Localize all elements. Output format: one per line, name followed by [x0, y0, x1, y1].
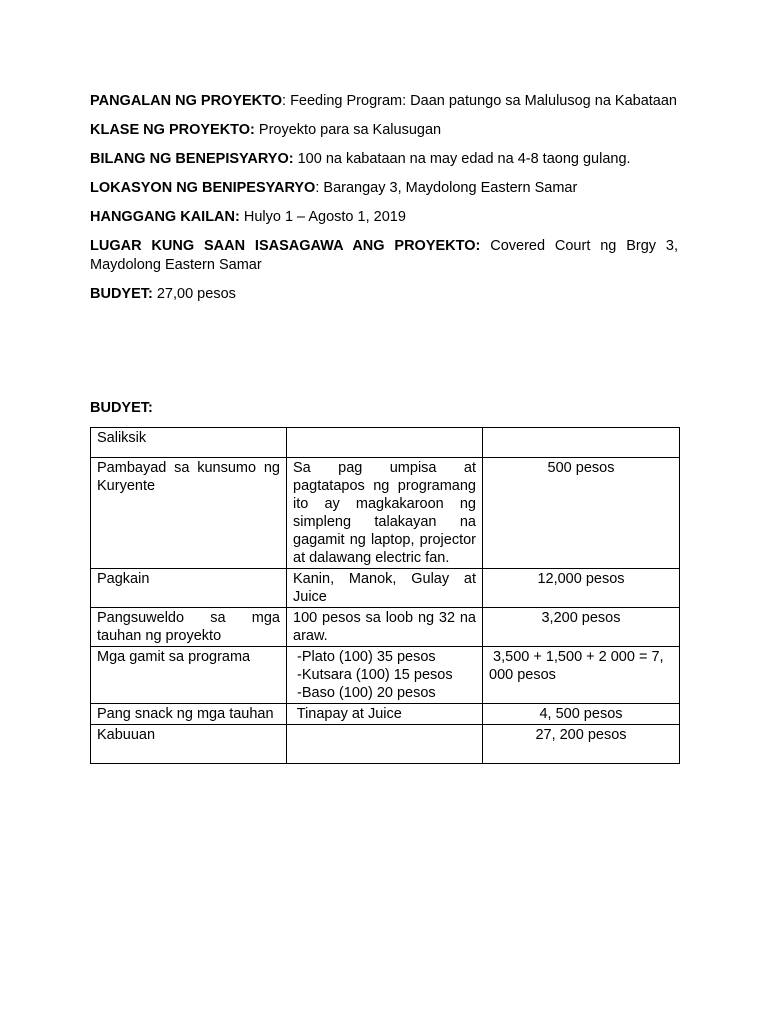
budget-label: BUDYET:: [90, 286, 153, 302]
budget-item-cell: Kabuuan: [91, 725, 287, 764]
budget-description-cell: Sa pag umpisa at pagtatapos ng programang ito ay magkakaroon ng simpleng talakayan na gagamit ng laptop, projector at dalawang electric fan.: [287, 458, 483, 569]
location-field: [90, 179, 678, 198]
project-name-value: : Feeding Program: Daan patungo sa Malulusog na Kabataan: [282, 93, 677, 109]
beneficiaries-field: [90, 150, 678, 169]
location-label: LOKASYON NG BENIPESYARYO: [90, 180, 316, 196]
budget-cost-cell: [483, 428, 680, 458]
supply-line: -Kutsara (100) 15 pesos: [293, 667, 453, 683]
table-row: [91, 647, 680, 704]
budget-description-cell: Kanin, Manok, Gulay at Juice: [287, 569, 483, 608]
budget-value: 27,00 pesos: [152, 286, 236, 302]
budget-item-cell: Pangsuweldo sa mga tauhan ng proyekto: [91, 608, 287, 647]
budget-description-cell: [287, 428, 483, 458]
table-row: [91, 569, 680, 608]
budget-cost-cell: 12,000 pesos: [483, 569, 680, 608]
project-type-value: Proyekto para sa Kalusugan: [254, 122, 442, 138]
budget-cost-cell: 4, 500 pesos: [483, 704, 680, 725]
budget-cost-cell: 3,200 pesos: [483, 608, 680, 647]
duration-label: HANGGANG KAILAN:: [90, 209, 240, 225]
table-row: [91, 458, 680, 569]
venue-value: Covered Court ng Brgy 3, Maydolong Eastern Samar: [90, 238, 678, 273]
table-row: [91, 428, 680, 458]
table-row: [91, 608, 680, 647]
budget-cost-cell: 27, 200 pesos: [483, 725, 680, 764]
project-name-field: [90, 92, 678, 111]
budget-item-cell: Pagkain: [91, 569, 287, 608]
budget-description-cell: [287, 647, 483, 704]
project-details: [90, 92, 678, 314]
budget-item-cell: Mga gamit sa programa: [91, 647, 287, 704]
budget-description-cell: [287, 725, 483, 764]
beneficiaries-label: BILANG NG BENEPISYARYO:: [90, 151, 294, 167]
table-row: [91, 725, 680, 764]
budget-description-cell: Tinapay at Juice: [287, 704, 483, 725]
project-name-label: PANGALAN NG PROYEKTO: [90, 93, 283, 109]
venue-field: [90, 237, 678, 275]
duration-field: [90, 208, 678, 227]
supply-line: -Baso (100) 20 pesos: [293, 685, 436, 701]
project-type-field: [90, 121, 678, 140]
budget-cost-cell: 3,500 + 1,500 + 2 000 = 7, 000 pesos: [483, 647, 680, 704]
beneficiaries-value: 100 na kabataan na may edad na 4-8 taong gulang.: [293, 151, 631, 167]
location-value: : Barangay 3, Maydolong Eastern Samar: [315, 180, 578, 196]
project-type-label: KLASE NG PROYEKTO:: [90, 122, 255, 138]
duration-value: Hulyo 1 – Agosto 1, 2019: [239, 209, 406, 225]
budget-table-heading: BUDYET:: [90, 400, 153, 416]
budget-cost-cell: 500 pesos: [483, 458, 680, 569]
venue-label: LUGAR KUNG SAAN ISASAGAWA ANG PROYEKTO:: [90, 238, 481, 254]
budget-table: [90, 427, 680, 764]
budget-field: [90, 285, 678, 304]
table-row: [91, 704, 680, 725]
budget-item-cell: Saliksik: [91, 428, 287, 458]
budget-item-cell: Pang snack ng mga tauhan: [91, 704, 287, 725]
supply-line: -Plato (100) 35 pesos: [293, 649, 436, 665]
budget-description-cell: 100 pesos sa loob ng 32 na araw.: [287, 608, 483, 647]
budget-item-cell: Pambayad sa kunsumo ng Kuryente: [91, 458, 287, 569]
